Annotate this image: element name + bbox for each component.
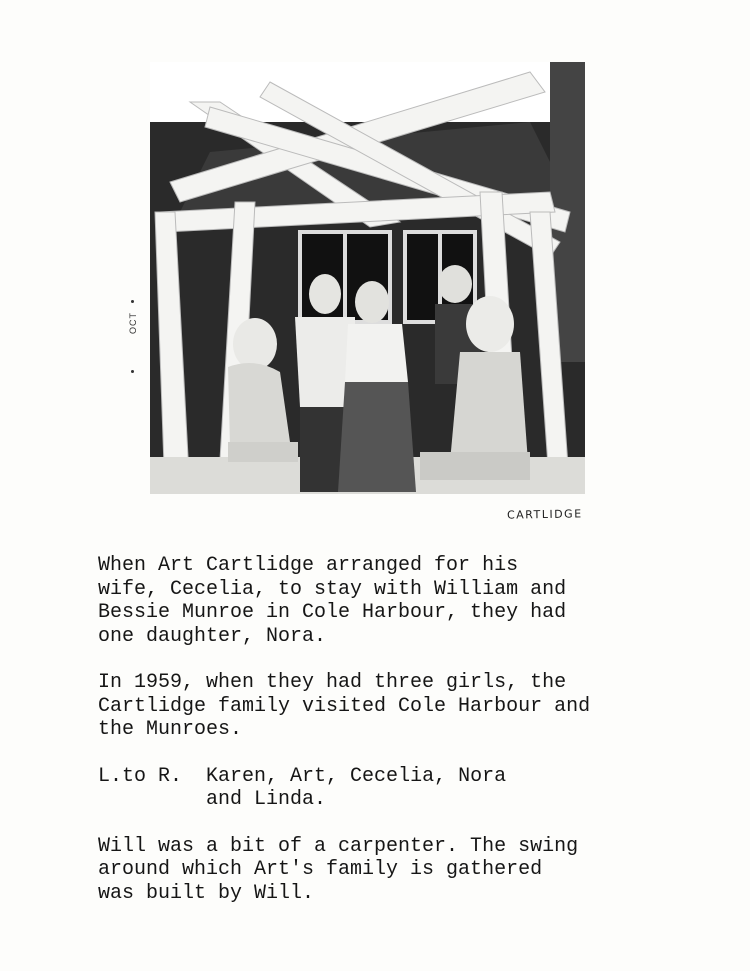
person-cecelia [355,281,389,323]
paragraph-4: Will was a bit of a carpenter. The swing around which Art's family is gathered was built by Will. [98,834,579,905]
person-linda [466,296,514,352]
margin-annotation: OCT [128,312,138,334]
paragraph-2: In 1959, when they had three girls, the Cartlidge family visited Cole Harbour and the Munroes. [98,671,591,741]
person-art [309,274,341,314]
paragraph-3 [98,765,718,812]
lr-prefix: L.to R. [98,764,183,788]
paragraph-1: When Art Cartlidge arranged for his wife, Cecelia, to stay with William and Bessie Munroe in Cole Harbour, they had one daughter, Nora. [98,554,567,648]
photo-illustration [150,62,585,494]
person-nora [438,265,472,303]
body-text [98,554,718,928]
photo-caption-label: CARTLIDGE [506,507,583,522]
margin-dot [131,300,134,303]
family-photo [150,62,585,494]
names-line-2: and Linda. [206,788,327,811]
margin-dot [131,370,134,373]
names-line-1: Karen, Art, Cecelia, Nora [206,764,507,788]
person-karen [233,318,277,370]
